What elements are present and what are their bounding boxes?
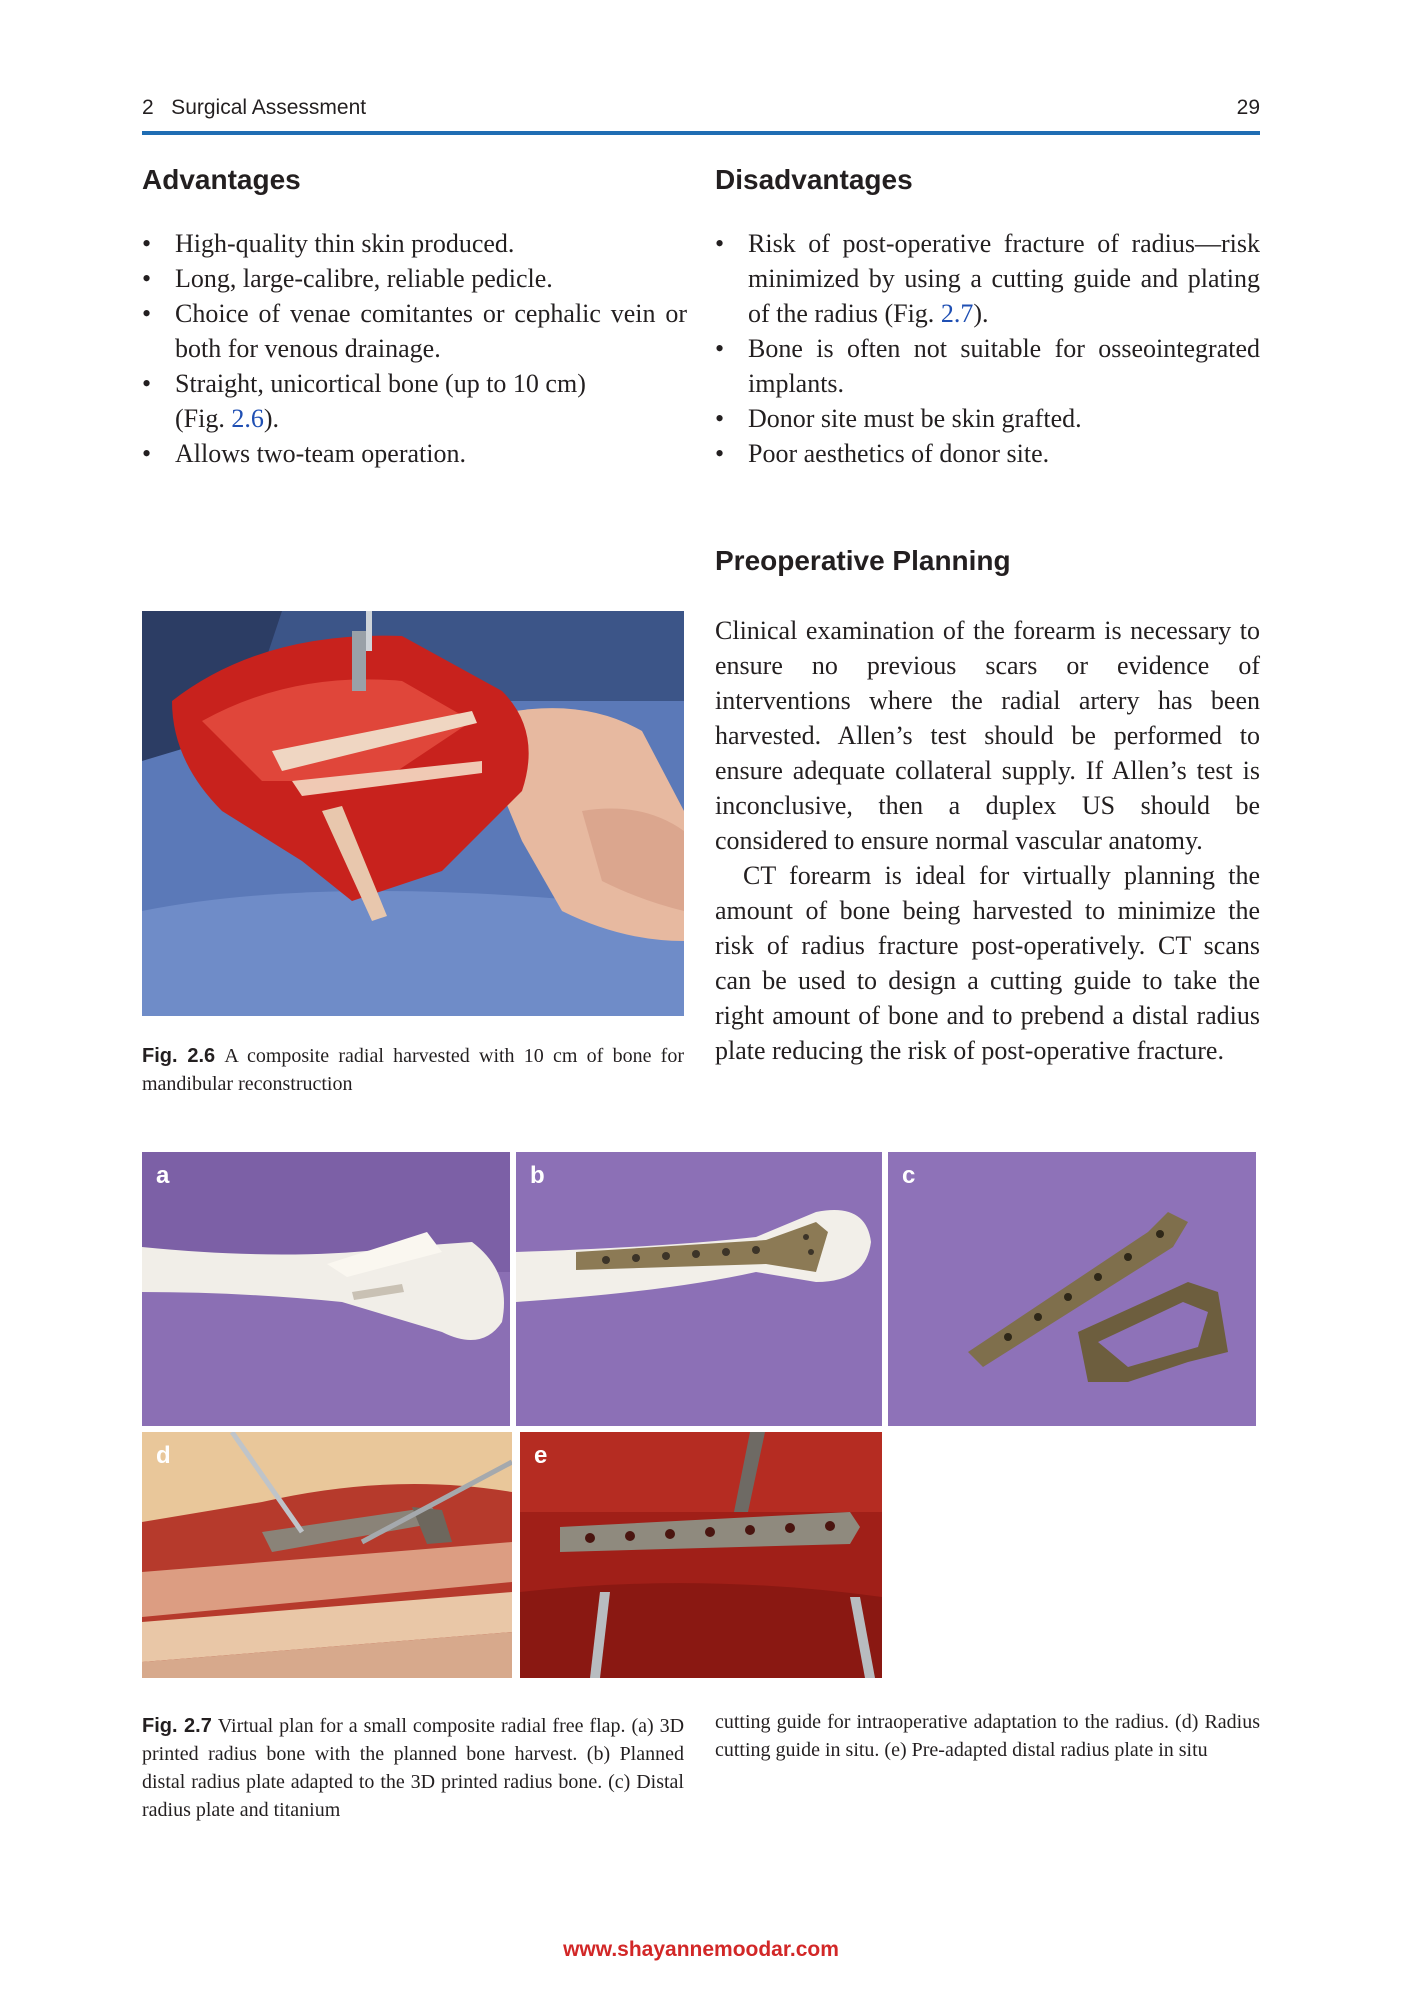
list-item: • Poor aesthetics of donor site. xyxy=(715,439,1050,468)
preop-paragraph-1: Clinical examination of the forearm is necessary to ensure no previous scars or evidence of interventions where the radial artery has been harvested. Allen’s test should be performed to ensure adequate collateral supply. If Allen’s test is inconclusive, then a duplex US should be considered to ensure normal vascular anatomy. xyxy=(715,616,1260,855)
fig-2-6-link[interactable]: 2.6 xyxy=(231,404,264,433)
list-item: • Bone is often not suitable for osseointegrated implants. xyxy=(715,334,1260,398)
fig-2-6-label: Fig. 2.6 xyxy=(142,1045,216,1067)
panel-label-b: b xyxy=(530,1162,545,1189)
list-item: • Choice of venae comitantes or cephalic vein or both for venous drainage. xyxy=(142,299,687,363)
disadvantages-section xyxy=(715,164,1260,471)
fig-2-7-caption-col2: cutting guide for intraoperative adaptation to the radius. (d) Radius cutting guide in situ. (e) Pre-adapted distal radius plate in situ xyxy=(715,1711,1260,1761)
list-item: • Allows two-team operation. xyxy=(142,439,466,468)
fig-2-7-panel-b xyxy=(516,1152,882,1426)
page-number: 29 xyxy=(1236,96,1260,119)
fig-2-7-panel-d xyxy=(142,1432,512,1678)
list-item: • High-quality thin skin produced. xyxy=(142,229,515,258)
fig-2-7-panel-e xyxy=(520,1432,882,1678)
fig-2-7-label: Fig. 2.7 xyxy=(142,1715,212,1737)
list-item: • Long, large-calibre, reliable pedicle. xyxy=(142,264,553,293)
panel-label-c: c xyxy=(902,1162,916,1189)
chapter-title: 2 Surgical Assessment xyxy=(142,96,367,119)
preop-section xyxy=(715,545,1260,1068)
fig-2-6-caption: Fig. 2.6 A composite radial harvested with 10 cm of bone for mandibular reconstruction xyxy=(142,1045,684,1095)
disadvantages-list xyxy=(715,226,1260,471)
header-rule xyxy=(142,131,1260,135)
list-item: • Straight, unicortical bone (up to 10 cm) (Fig. 2.6). xyxy=(142,369,586,433)
preop-heading: Preoperative Planning xyxy=(715,545,1011,576)
preop-paragraph-2: CT forearm is ideal for virtually planning the amount of bone being harvested to minimize the risk of radius fracture post-operatively. CT scans can be used to design a cutting guide to take the right amount of bone and to prebend a distal radius plate reducing the risk of post-operative fracture. xyxy=(715,861,1260,1065)
advantages-heading: Advantages xyxy=(142,164,301,195)
list-item: • Donor site must be skin grafted. xyxy=(715,404,1082,433)
advantages-list xyxy=(142,226,687,471)
fig-2-6-photo xyxy=(142,611,684,1016)
fig-2-7-link[interactable]: 2.7 xyxy=(940,299,974,328)
advantages-section xyxy=(142,164,687,471)
panel-label-a: a xyxy=(156,1162,170,1189)
panel-label-e: e xyxy=(534,1442,548,1469)
fig-2-7-panel-a xyxy=(142,1152,510,1426)
disadvantages-heading: Disadvantages xyxy=(715,164,913,195)
running-head xyxy=(142,96,1260,128)
fig-2-7-caption-col1: Fig. 2.7 Virtual plan for a small composite radial free flap. (a) 3D printed radius bone with the planned bone harvest. (b) Planned distal radius plate adapted to the 3D printed radius bone. (c) Distal radius plate and titanium xyxy=(142,1715,685,1821)
list-item: • Risk of post-operative fracture of radius—risk minimized by using a cutting guide and plating of the radius (Fig. 2.7). xyxy=(715,229,1260,328)
panel-label-d: d xyxy=(156,1442,171,1469)
footer-url[interactable]: www.shayannemoodar.com xyxy=(563,1938,839,1961)
fig-2-7-panel-c xyxy=(888,1152,1256,1426)
